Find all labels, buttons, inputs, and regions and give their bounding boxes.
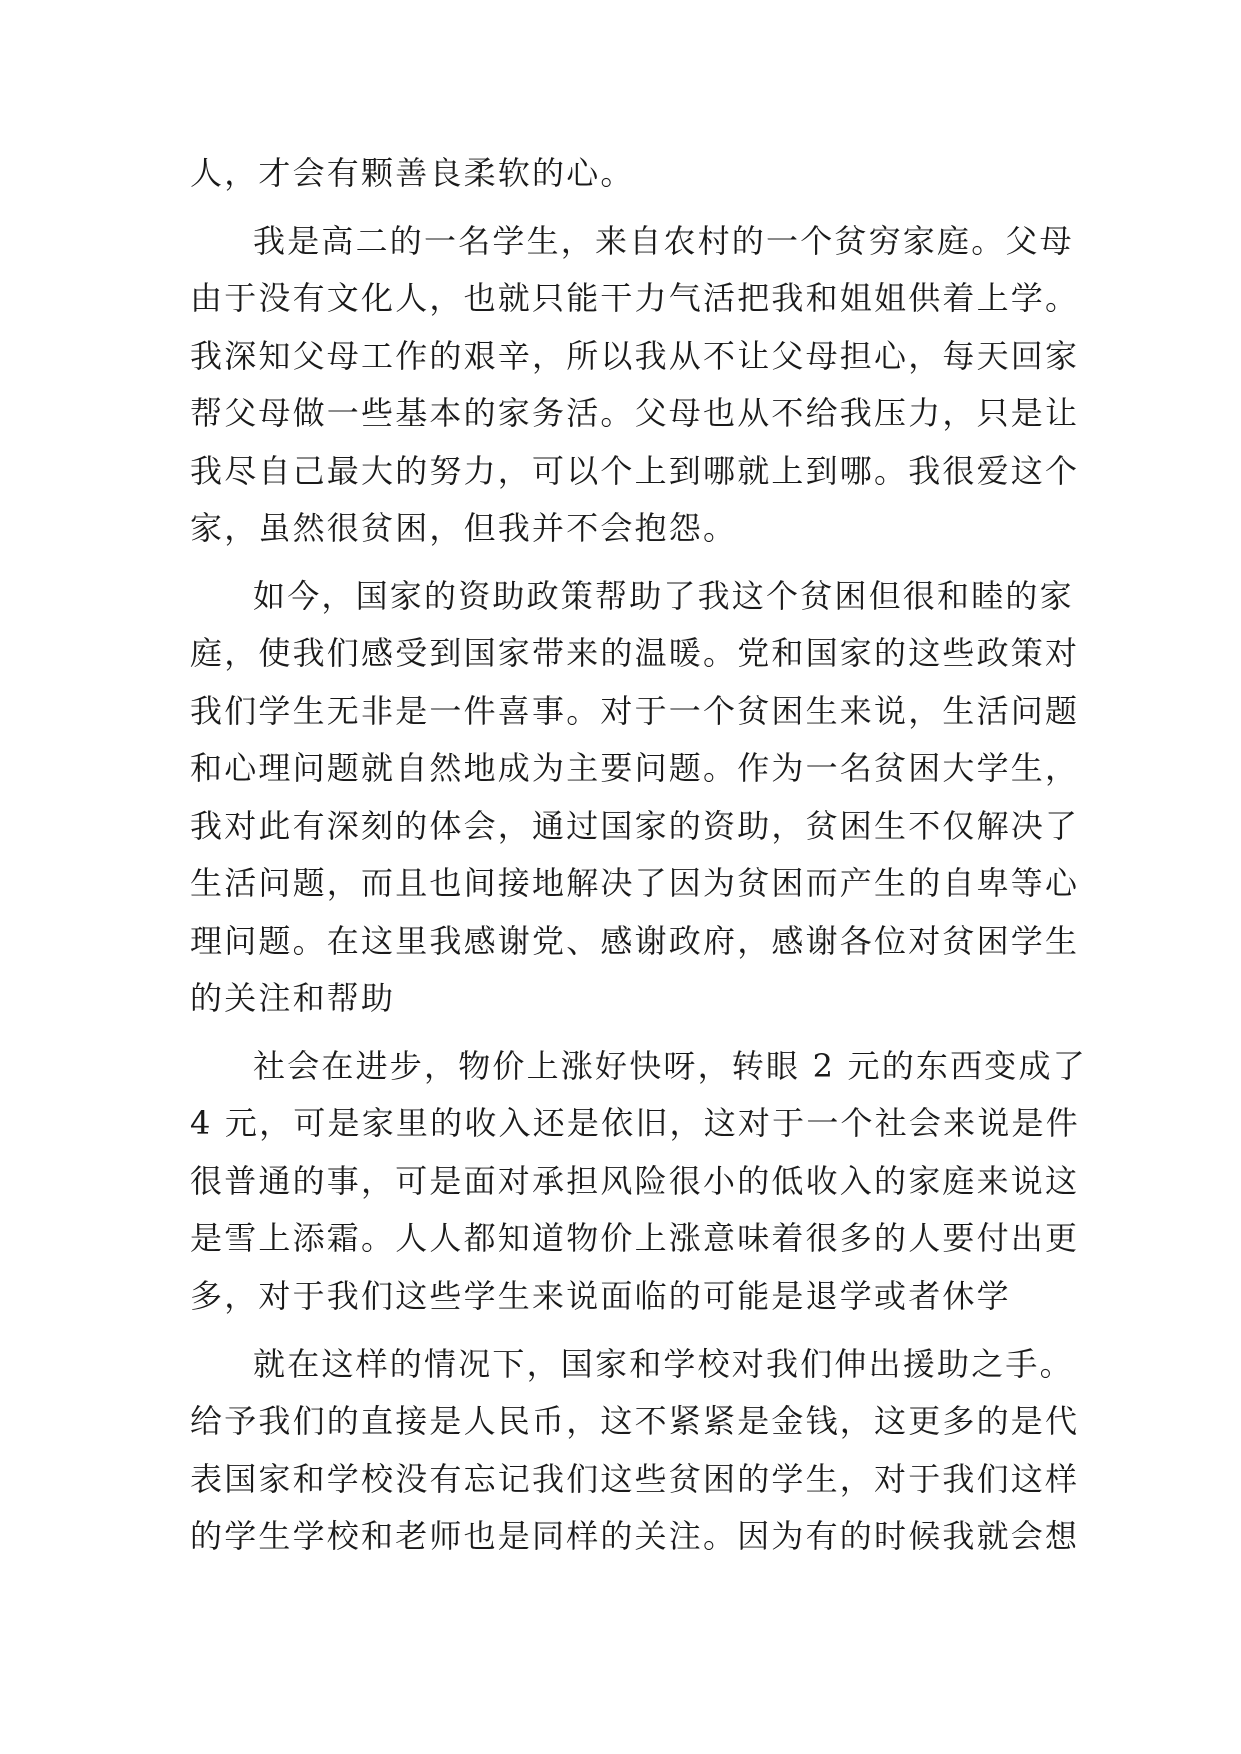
text-line: 的关注和帮助	[190, 979, 396, 1017]
text-line: 家，虽然很贫困，但我并不会抱怨。	[190, 509, 738, 547]
text-line: 的学生学校和老师也是同样的关注。因为有的时候我就会想	[190, 1517, 1080, 1555]
text-line: 我对此有深刻的体会，通过国家的资助，贫困生不仅解决了	[190, 807, 1080, 845]
paragraph-first-line: 我是高二的一名学生，来自农村的一个贫穷家庭。父母	[253, 222, 1074, 260]
paragraph-first-line: 如今，国家的资助政策帮助了我这个贫困但很和睦的家	[253, 577, 1074, 615]
text-line: 理问题。在这里我感谢党、感谢政府，感谢各位对贫困学生	[190, 922, 1080, 960]
text-line: 是雪上添霜。人人都知道物价上涨意味着很多的人要付出更	[190, 1219, 1080, 1257]
text-line: 生活问题，而且也间接地解决了因为贫困而产生的自卑等心	[190, 864, 1080, 902]
text-line: 4 元，可是家里的收入还是依旧，这对于一个社会来说是件	[190, 1104, 1080, 1142]
text-line: 表国家和学校没有忘记我们这些贫困的学生，对于我们这样	[190, 1460, 1080, 1498]
paragraph-first-line: 就在这样的情况下，国家和学校对我们伸出援助之手。	[253, 1345, 1074, 1383]
text-line: 由于没有文化人，也就只能干力气活把我和姐姐供着上学。	[190, 279, 1080, 317]
text-line: 很普通的事，可是面对承担风险很小的低收入的家庭来说这	[190, 1162, 1080, 1200]
text-line: 我尽自己最大的努力，可以个上到哪就上到哪。我很爱这个	[190, 452, 1080, 490]
paragraph-first-line: 社会在进步，物价上涨好快呀，转眼 2 元的东西变成了	[253, 1047, 1087, 1085]
text-line: 给予我们的直接是人民币，这不紧紧是金钱，这更多的是代	[190, 1402, 1080, 1440]
text-line: 我们学生无非是一件喜事。对于一个贫困生来说，生活问题	[190, 692, 1080, 730]
text-line: 多，对于我们这些学生来说面临的可能是退学或者休学	[190, 1277, 1011, 1315]
text-line: 我深知父母工作的艰辛，所以我从不让父母担心，每天回家	[190, 337, 1080, 375]
text-line: 帮父母做一些基本的家务活。父母也从不给我压力，只是让	[190, 394, 1080, 432]
text-line: 庭，使我们感受到国家带来的温暖。党和国家的这些政策对	[190, 634, 1080, 672]
text-line: 和心理问题就自然地成为主要问题。作为一名贫困大学生，	[190, 749, 1080, 787]
text-line: 人，才会有颗善良柔软的心。	[190, 154, 635, 192]
